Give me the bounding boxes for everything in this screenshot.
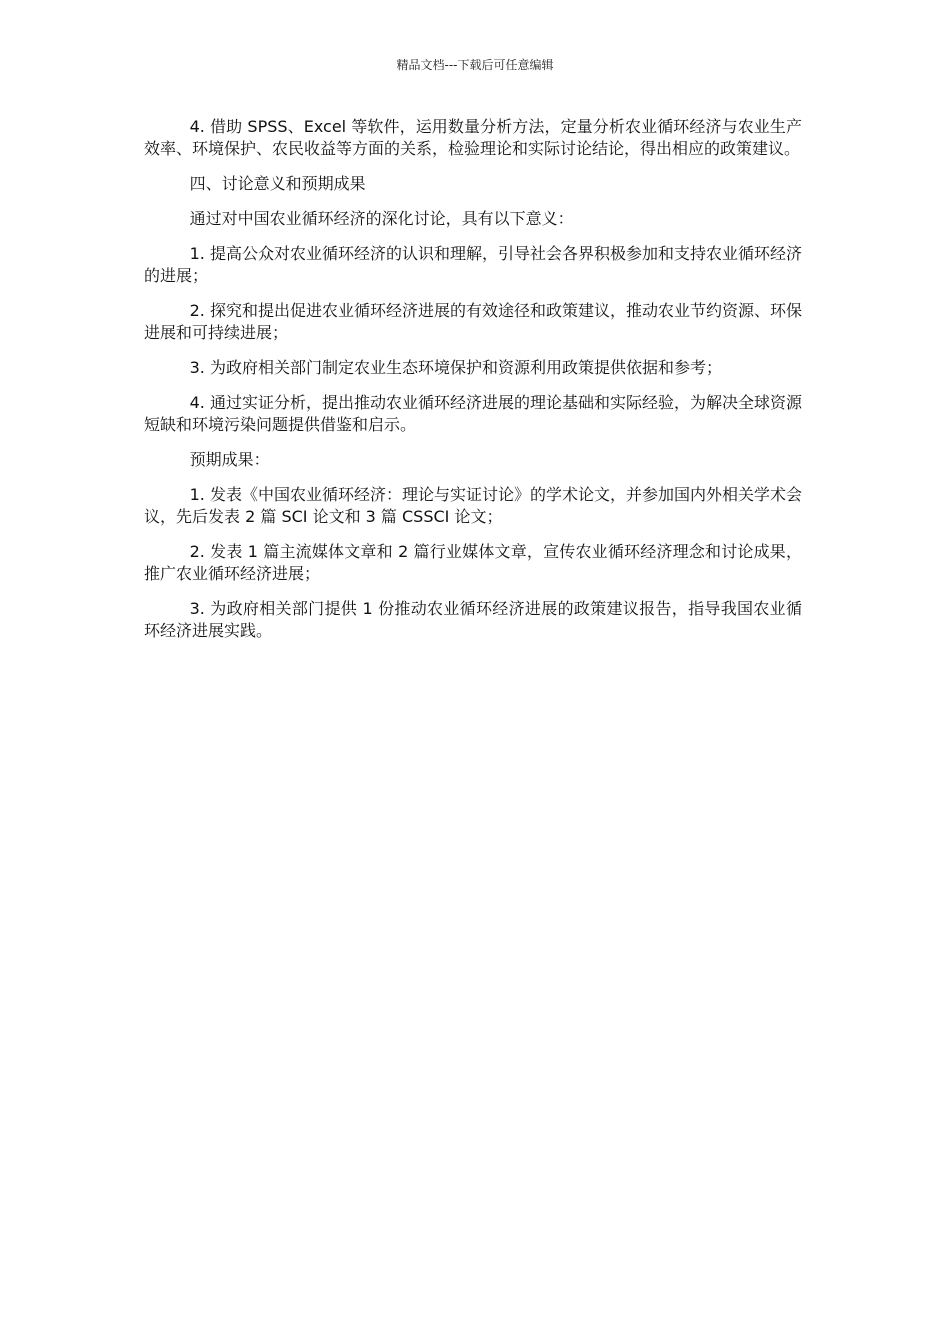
paragraph-outcome-3: 3. 为政府相关部门提供 1 份推动农业循环经济进展的政策建议报告，指导我国农业循环经济进展实践。 (144, 599, 802, 640)
document-body (144, 116, 802, 655)
paragraph-outcomes-intro: 预期成果： (189, 450, 270, 469)
paragraph-significance-1: 1. 提高公众对农业循环经济的认识和理解，引导社会各界积极参加和支持农业循环经济的进展； (144, 244, 802, 285)
paragraph-significance-3: 3. 为政府相关部门制定农业生态环境保护和资源利用政策提供依据和参考； (189, 358, 722, 377)
paragraph-significance-4: 4. 通过实证分析，提出推动农业循环经济进展的理论基础和实际经验，为解决全球资源短缺和环境污染问题提供借鉴和启示。 (144, 393, 802, 434)
paragraph-significance-intro: 通过对中国农业循环经济的深化讨论，具有以下意义： (189, 209, 574, 228)
paragraph-method-4: 4. 借助 SPSS、Excel 等软件，运用数量分析方法，定量分析农业循环经济与农业生产效率、环境保护、农民收益等方面的关系，检验理论和实际讨论结论，得出相应的政策建议。 (144, 117, 802, 158)
page-header: 精品文档---下载后可任意编辑 (396, 58, 554, 72)
section-heading-significance: 四、讨论意义和预期成果 (189, 174, 366, 193)
paragraph-significance-2: 2. 探究和提出促进农业循环经济进展的有效途径和政策建议，推动农业节约资源、环保进展和可持续进展； (144, 301, 802, 342)
paragraph-outcome-1: 1. 发表《中国农业循环经济：理论与实证讨论》的学术论文，并参加国内外相关学术会议，先后发表 2 篇 SCI 论文和 3 篇 CSSCI 论文； (144, 485, 802, 526)
paragraph-outcome-2: 2. 发表 1 篇主流媒体文章和 2 篇行业媒体文章，宣传农业循环经济理念和讨论成果，推广农业循环经济进展； (144, 542, 802, 583)
